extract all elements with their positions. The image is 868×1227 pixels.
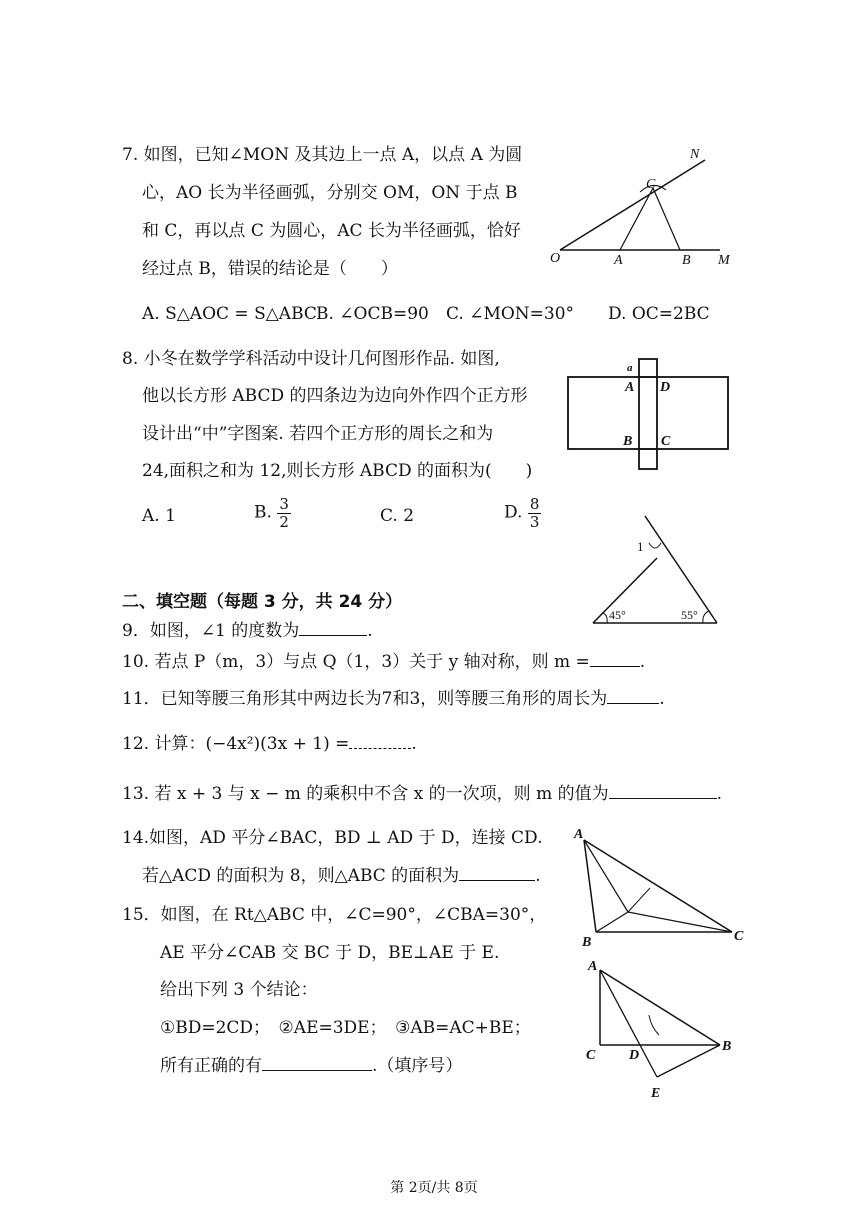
q9-answer-blank[interactable]: [299, 621, 367, 636]
q12-answer-blank[interactable]: [349, 734, 411, 749]
q7-line4: 经过点 B，错误的结论是（ ）: [142, 259, 398, 279]
q7-label-c: C: [646, 177, 656, 192]
q14-line1: 14.如图，AD 平分∠BAC，BD ⊥ AD 于 D，连接 CD.: [122, 828, 543, 848]
q14-figure: [572, 828, 752, 948]
q8-option-b-fraction: [277, 496, 291, 530]
q7-label-m: M: [718, 253, 730, 268]
q8-option-d[interactable]: [504, 496, 541, 530]
q7-label-b: B: [682, 253, 691, 268]
q8-line1: 8. 小冬在数学学科活动中设计几何图形作品. 如图,: [122, 349, 500, 369]
q15-line5-wrap: [160, 1056, 462, 1076]
section-2-title: 二、填空题（每题 3 分，共 24 分）: [122, 592, 403, 612]
q8-option-d-numerator: 8: [529, 495, 540, 513]
q8-option-d-denominator: 3: [529, 512, 540, 531]
q8-line2: 他以长方形 ABCD 的四条边为边向外作四个正方形: [142, 386, 528, 406]
q8-option-b-denominator: 2: [279, 512, 289, 531]
q10-text: [122, 652, 645, 672]
q15-label-d: D: [629, 1048, 640, 1063]
q12-text: [122, 734, 417, 754]
q8-label-c: C: [661, 434, 671, 449]
q15-line3: 给出下列 3 个结论：: [160, 980, 318, 1000]
q8-option-c[interactable]: C. 2: [380, 506, 415, 526]
q14-line2: 若△ACD 的面积为 8，则△ABC 的面积为: [142, 866, 460, 886]
q7-label-a: A: [614, 253, 623, 268]
q15-line5-end: .（填序号）: [372, 1056, 463, 1076]
q15-label-a: A: [588, 959, 598, 974]
q9-angle-55-label: 55°: [681, 608, 698, 622]
q8-label-a: A: [625, 380, 635, 395]
q9-period: .: [367, 621, 373, 641]
q7-option-b[interactable]: B. ∠OCB=90: [316, 304, 429, 324]
q10-period: .: [639, 652, 646, 672]
q14-label-c: C: [734, 929, 744, 944]
q15-line4: ①BD=2CD； ②AE=3DE； ③AB=AC+BE；: [160, 1018, 531, 1038]
q13-text: [122, 784, 722, 804]
q8-label-a-small: a: [627, 362, 633, 374]
q8-option-d-fraction: [528, 496, 542, 530]
q13-period: .: [716, 784, 722, 804]
q9-angle-1-label: 1: [637, 539, 644, 554]
q9-angle-45-label: 45°: [609, 608, 626, 622]
q13-answer-blank[interactable]: [609, 784, 717, 799]
q8-line3: 设计出“中”字图案. 若四个正方形的周长之和为: [142, 424, 494, 444]
q11-question: 11．已知等腰三角形其中两边长为7和3，则等腰三角形的周长为: [122, 689, 608, 709]
q7-line3: 和 C，再以点 C 为圆心，AC 长为半径画弧，恰好: [142, 221, 521, 241]
q15-label-e: E: [651, 1086, 661, 1101]
q15-line1: 15．如图，在 Rt△ABC 中，∠C=90°，∠CBA=30°，: [122, 905, 547, 925]
q11-text: [122, 689, 665, 709]
q8-option-b-numerator: 3: [279, 495, 289, 513]
q7-option-a[interactable]: A. S△AOC = S△ABC: [142, 304, 317, 324]
q11-answer-blank[interactable]: [607, 689, 659, 704]
q15-label-b: B: [722, 1039, 732, 1054]
q15-answer-blank[interactable]: [262, 1056, 372, 1071]
q15-line5: 所有正确的有: [160, 1056, 262, 1076]
q11-period: .: [659, 689, 665, 709]
q10-answer-blank[interactable]: [590, 652, 640, 667]
q7-label-n: N: [690, 147, 700, 162]
q7-figure: [540, 140, 740, 270]
page-footer: 第 2页/共 8页: [390, 1180, 478, 1196]
q14-line2-wrap: [142, 866, 541, 886]
q8-option-b[interactable]: [254, 496, 291, 530]
q15-line2: AE 平分∠CAB 交 BC 于 D，BE⊥AE 于 E.: [160, 943, 500, 963]
q10-question: 10. 若点 P（m，3）与点 Q（1，3）关于 y 轴对称，则 m =: [122, 652, 590, 672]
q14-label-a: A: [574, 827, 584, 842]
q7-line2: 心，AO 长为半径画弧，分别交 OM，ON 于点 B: [142, 183, 518, 203]
q7-option-c[interactable]: C. ∠MON=30°: [446, 304, 575, 324]
q7-line1: 7. 如图，已知∠MON 及其边上一点 A，以点 A 为圆: [122, 145, 523, 165]
q8-line4: 24,面积之和为 12,则长方形 ABCD 的面积为( ): [142, 461, 533, 481]
q12-question: 12. 计算：(−4x²)(3x + 1) =: [122, 734, 350, 754]
q8-option-a[interactable]: A. 1: [142, 506, 176, 526]
q8-option-b-prefix: B.: [254, 502, 272, 523]
q15-label-c: C: [586, 1048, 596, 1063]
q7-option-d[interactable]: D. OC=2BC: [608, 304, 710, 324]
q14-answer-blank[interactable]: [459, 866, 535, 881]
q8-figure: [565, 355, 735, 475]
q7-label-o: O: [550, 251, 561, 266]
q8-option-d-prefix: D.: [504, 502, 523, 523]
q9-figure: [585, 513, 725, 628]
q9-question: 9．如图，∠1 的度数为: [122, 621, 300, 641]
q14-period: .: [535, 866, 541, 886]
q14-label-b: B: [582, 935, 592, 950]
q12-period: .: [411, 734, 417, 754]
q8-label-d: D: [660, 380, 671, 395]
q15-figure: [585, 955, 745, 1105]
q13-question: 13. 若 x + 3 与 x − m 的乘积中不含 x 的一次项，则 m 的值为: [122, 784, 609, 804]
q8-label-b: B: [623, 434, 633, 449]
q9-text: [122, 621, 373, 641]
